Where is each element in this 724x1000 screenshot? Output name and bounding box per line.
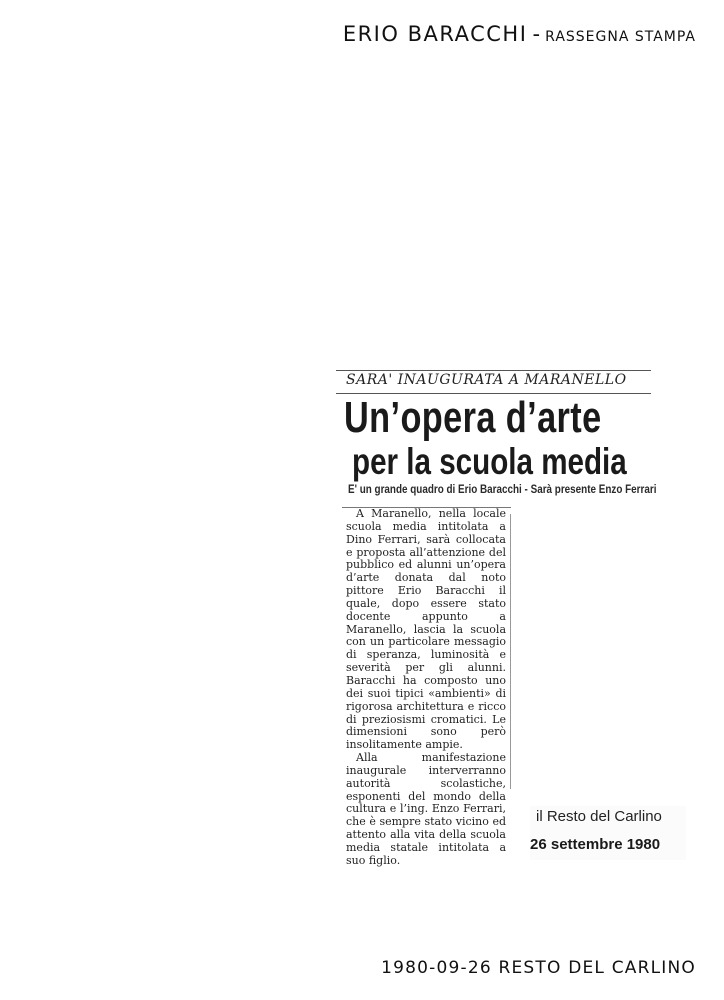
newspaper-name: il Resto del Carlino [536,808,662,825]
column-divider [510,514,511,789]
publication-date: 26 settembre 1980 [530,836,661,853]
header-separator: - [532,22,541,46]
clipping-deck: E' un grande quadro di Erio Baracchi - Sarà presente Enzo Ferrari [348,484,657,496]
article-paragraph-2: Alla manifestazione inaugurale interverranno autorità scolastiche, esponenti del mondo della cultura e l’ing. Enzo Ferrari, che è sempre stato vicino ed attento alla vita della scuola media statale intitolata a suo figlio. [346,751,506,867]
clipping-kicker: SARA' INAUGURATA A MARANELLO [346,372,627,388]
header-name: ERIO BARACCHI [342,22,528,46]
page-header [343,22,696,46]
header-subtitle: RASSEGNA STAMPA [545,29,696,45]
article-body [346,508,506,868]
page-footer: 1980-09-26 RESTO DEL CARLINO [381,958,696,978]
headline-line-2: per la scuola media [352,441,627,482]
headline-line-1: Un’opera d’arte [344,393,602,442]
article-paragraph-1: A Maranello, nella locale scuola media intitolata a Dino Ferrari, sarà collocata e proposta all’attenzione del pubblico ed alunni un’opera d’arte donata dal noto pittore Erio Baracchi il quale, dopo essere stato docente appunto a Maranello, lascia la scuola con un particolare messagio di speranza, luminosità e severità per gli alunni. Baracchi ha composto uno dei suoi tipici «ambienti» di rigorosa architettura e ricco di preziosismi cromatici. Le dimensioni sono però insolitamente ampie. [346,507,506,752]
